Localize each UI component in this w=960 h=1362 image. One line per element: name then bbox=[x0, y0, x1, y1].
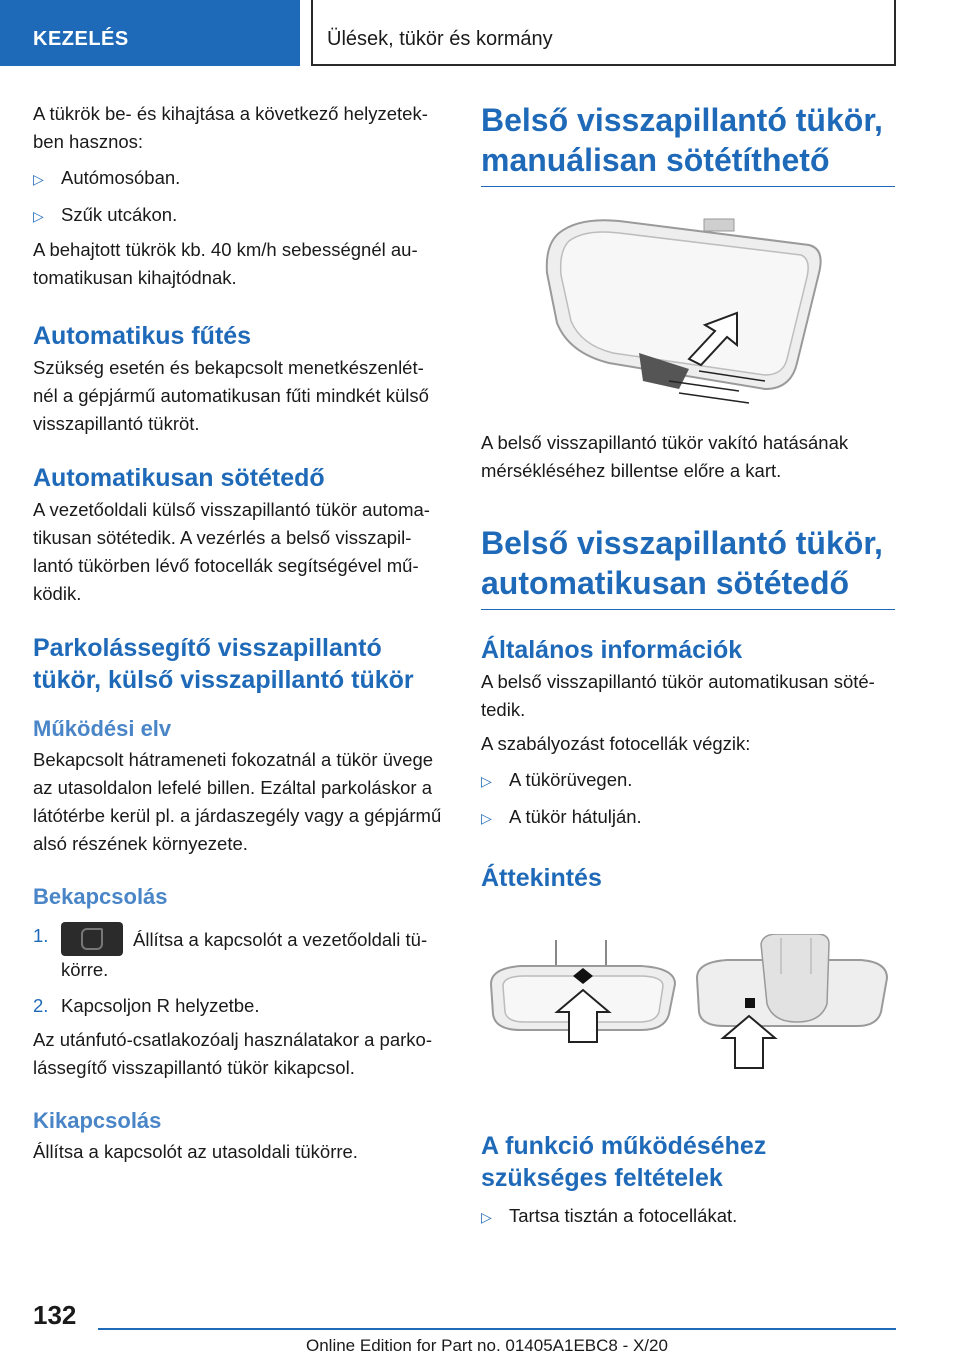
heating-text bbox=[33, 354, 453, 438]
heading-principle: Működési elv bbox=[33, 716, 172, 741]
triangle-bullet-icon: ▷ bbox=[481, 773, 492, 789]
list-item bbox=[481, 766, 895, 795]
principle-text bbox=[33, 746, 453, 858]
dimming-line-3: lantó tükörben lévő fotocellák segítségével mű- bbox=[33, 555, 419, 576]
principle-line-3: látótérbe kerül pl. a járdaszegély vagy a gépjármű bbox=[33, 805, 442, 826]
trailer-line-2: lássegítő visszapillantó tükör kikapcsol. bbox=[33, 1057, 355, 1078]
general-line-2: tedik. bbox=[481, 699, 526, 720]
heading-parking-mirror bbox=[33, 632, 453, 696]
heating-line-2: nél a gépjármű automatikusan fűti mindkét külső bbox=[33, 385, 429, 406]
heading-dimming: Automatikusan sötétedő bbox=[33, 464, 325, 492]
dimming-line-2: tikusan sötétedik. A vezérlés a belső visszapil- bbox=[33, 527, 412, 548]
heading-parking-line-2: tükör, külső visszapillantó tükör bbox=[33, 666, 414, 694]
heading-general-info: Általános információk bbox=[481, 636, 743, 664]
triangle-bullet-icon: ▷ bbox=[33, 208, 44, 224]
trailer-line-1: Az utánfutó-csatlakozóalj használatakor a parko- bbox=[33, 1029, 432, 1050]
bullet-text: Szűk utcákon. bbox=[61, 204, 178, 225]
manual-line-2: mérsékléséhez billentse előre a kart. bbox=[481, 460, 782, 481]
step-item bbox=[33, 922, 453, 984]
heading-overview: Áttekintés bbox=[481, 864, 602, 892]
intro-line-2: ben hasznos: bbox=[33, 131, 144, 152]
bullet-text: A tükörüvegen. bbox=[509, 769, 633, 790]
heading-auto-line-2: automatikusan sötétedő bbox=[481, 565, 850, 601]
right-column bbox=[481, 100, 895, 1231]
heating-line-1: Szükség esetén és bekapcsolt menetkészenlét- bbox=[33, 357, 424, 378]
heating-line-3: visszapillantó tükröt. bbox=[33, 413, 200, 434]
mirror-lever-illustration bbox=[539, 213, 895, 413]
step-number: 2. bbox=[33, 995, 49, 1016]
heading-req-line-1: A funkció működéséhez bbox=[481, 1132, 767, 1160]
mirror-switch-icon bbox=[61, 922, 123, 956]
triangle-bullet-icon: ▷ bbox=[33, 171, 44, 187]
list-item bbox=[481, 803, 895, 832]
regulation-text: A szabályozást fotocellák végzik: bbox=[481, 733, 751, 754]
list-item bbox=[33, 201, 453, 230]
section-tab: KEZELÉS bbox=[0, 0, 300, 66]
intro-text bbox=[33, 100, 453, 156]
fold-line-2: tomatikusan kihajtódnak. bbox=[33, 267, 237, 288]
general-line-1: A belső visszapillantó tükör automatikusan söté- bbox=[481, 671, 875, 692]
manual-text bbox=[481, 429, 895, 485]
bullet-text: Tartsa tisztán a fotocellákat. bbox=[509, 1205, 738, 1226]
step-text bbox=[61, 922, 427, 984]
footer-divider bbox=[98, 1328, 896, 1330]
principle-line-1: Bekapcsolt hátrameneti fokozatnál a tükör üvege bbox=[33, 749, 434, 770]
trailer-text bbox=[33, 1026, 453, 1082]
chapter-title: Ülések, tükör és kormány bbox=[311, 0, 896, 66]
intro-line-1: A tükrök be- és kihajtása a következő helyzetek- bbox=[33, 103, 428, 124]
dimming-line-1: A vezetőoldali külső visszapillantó tükör automa- bbox=[33, 499, 430, 520]
bullet-text: A tükör hátulján. bbox=[509, 806, 642, 827]
list-item bbox=[481, 1202, 895, 1231]
heading-requirements bbox=[481, 1130, 895, 1194]
fold-text bbox=[33, 236, 453, 292]
heading-manual-line-2: manuálisan sötétíthető bbox=[481, 142, 830, 178]
heading-manual-line-1: Belső visszapillantó tükör, bbox=[481, 102, 883, 138]
triangle-bullet-icon: ▷ bbox=[481, 810, 492, 826]
switch-off-text: Állítsa a kapcsolót az utasoldali tükörre. bbox=[33, 1141, 358, 1162]
heading-req-line-2: szükséges feltételek bbox=[481, 1164, 723, 1192]
step-item bbox=[33, 992, 453, 1020]
dimming-line-4: ködik. bbox=[33, 583, 82, 604]
heading-switch-off: Kikapcsolás bbox=[33, 1108, 162, 1133]
triangle-bullet-icon: ▷ bbox=[481, 1209, 492, 1225]
dimming-text bbox=[33, 496, 453, 608]
list-item bbox=[33, 164, 453, 193]
bullet-text: Autómosóban. bbox=[61, 167, 181, 188]
step-number: 1. bbox=[33, 925, 49, 946]
heading-auto-mirror bbox=[481, 523, 895, 610]
edition-footer: Online Edition for Part no. 01405A1EBC8 - X/20 bbox=[306, 1336, 668, 1355]
principle-line-2: az utasoldalon lefelé billen. Ezáltal parkoláskor a bbox=[33, 777, 433, 798]
photocell-illustration bbox=[481, 934, 895, 1084]
heading-parking-line-1: Parkolássegítő visszapillantó bbox=[33, 634, 382, 662]
general-text bbox=[481, 668, 895, 724]
heading-auto-line-1: Belső visszapillantó tükör, bbox=[481, 525, 883, 561]
step1-line-1: Állítsa a kapcsolót a vezetőoldali tü- bbox=[133, 929, 428, 950]
left-column bbox=[33, 100, 453, 1166]
manual-line-1: A belső visszapillantó tükör vakító hatásának bbox=[481, 432, 849, 453]
step1-line-2: körre. bbox=[61, 959, 109, 980]
heading-manual-mirror bbox=[481, 100, 895, 187]
heading-heating: Automatikus fűtés bbox=[33, 322, 252, 350]
page-number: 132 bbox=[33, 1300, 77, 1330]
principle-line-4: alsó részének környezete. bbox=[33, 833, 248, 854]
fold-line-1: A behajtott tükrök kb. 40 km/h sebességnél au- bbox=[33, 239, 418, 260]
heading-switch-on: Bekapcsolás bbox=[33, 884, 168, 909]
step-text: Kapcsoljon R helyzetbe. bbox=[61, 995, 260, 1016]
